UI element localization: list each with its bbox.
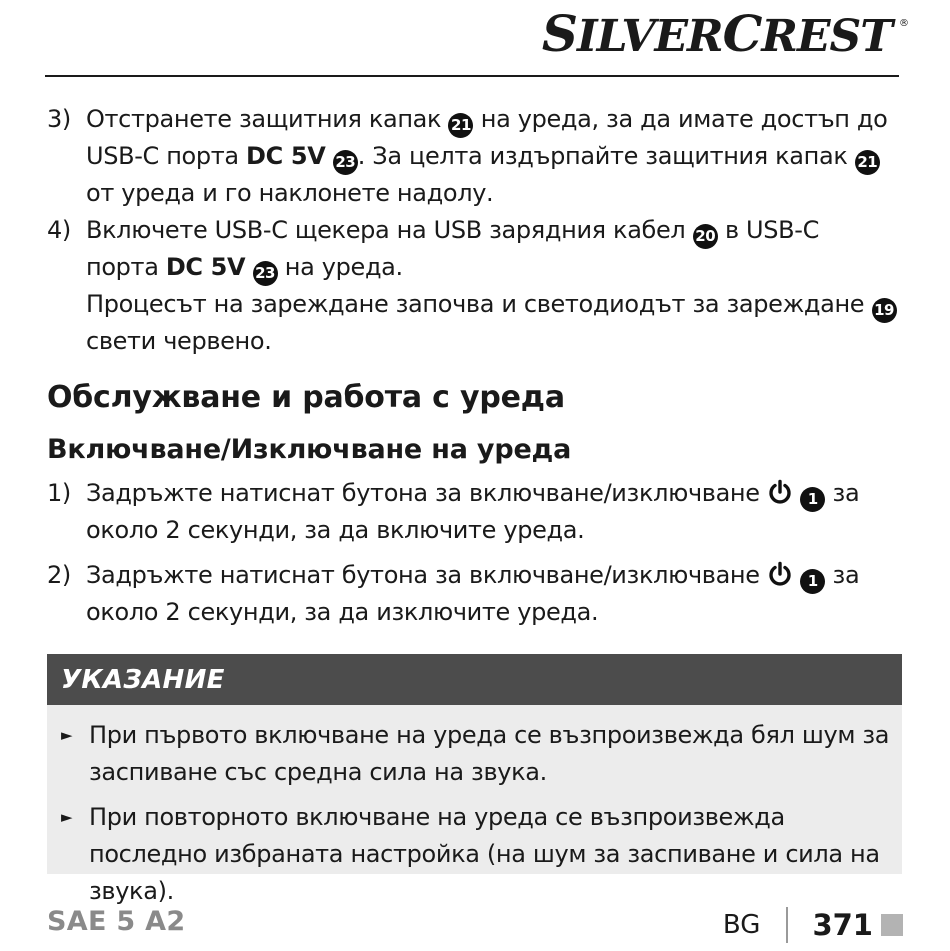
callout-1: 1 <box>800 487 825 512</box>
page-marker-square <box>881 914 903 936</box>
step-text-part: за около 2 секунди, за да изключите уреда. <box>86 561 860 626</box>
port-label: DC 5V <box>165 253 246 281</box>
step-text-part: от уреда и го наклонете надолу. <box>86 179 494 207</box>
step-text-part: в USB-C порта <box>86 216 819 281</box>
subsection-title: Включване/Изключване на уреда <box>47 434 572 465</box>
footer-pagination <box>723 905 903 945</box>
step-text-part: свети червено. <box>86 327 272 355</box>
step-1 <box>47 475 897 549</box>
brand-logo-s: S <box>541 4 578 63</box>
note-item-text: При първото включване на уреда се възпроизвежда бял шум за заспиване със средна сила на звука. <box>89 721 890 786</box>
brand-logo-ilver: ILVER <box>577 11 723 62</box>
callout-21: 21 <box>855 150 880 175</box>
step-text-part: на уреда. <box>277 253 403 281</box>
step-text-part: за около 2 секунди, за да включите уреда. <box>86 479 860 544</box>
step-number: 3) <box>47 105 71 133</box>
step-text <box>86 557 897 631</box>
port-label: DC 5V <box>246 142 326 170</box>
step-number: 1) <box>47 479 71 507</box>
step-text-part: на уреда, за да имате достъп до USB-C порта <box>86 105 888 170</box>
note-item-text: При повторното включване на уреда се възпроизвежда последно избраната настройка (на шум за заспиване и сила на звука). <box>89 803 880 905</box>
step-text-part: Задръжте натиснат бутона за включване/изключване <box>86 479 767 507</box>
note-item <box>47 799 902 910</box>
callout-23: 23 <box>333 150 358 175</box>
step-number: 4) <box>47 216 71 244</box>
arrow-right-icon: ► <box>61 726 73 744</box>
footer-model: SAE 5 A2 <box>47 906 186 937</box>
step-3 <box>47 101 897 212</box>
callout-1: 1 <box>800 569 825 594</box>
callout-21: 21 <box>448 113 473 138</box>
brand-logo-rest: REST <box>761 11 892 62</box>
step-text <box>86 475 897 549</box>
power-icon <box>767 561 793 587</box>
step-text-part: Отстранете защитния капак <box>86 105 449 133</box>
callout-20: 20 <box>693 224 718 249</box>
step-2 <box>47 557 897 631</box>
footer-language: BG <box>722 910 761 940</box>
footer-divider <box>786 907 788 943</box>
registered-mark: ® <box>899 18 908 29</box>
callout-19: 19 <box>872 298 897 323</box>
note-title: УКАЗАНИЕ <box>47 654 902 705</box>
brand-logo-c: C <box>722 4 762 63</box>
step-text <box>86 212 897 360</box>
step-text-part: Включете USB-C щекера на USB зарядния кабел <box>86 216 693 244</box>
step-text-part: Процесът на зареждане започва и светодиодът за зареждане <box>86 290 872 318</box>
note-item <box>47 717 902 791</box>
step-number: 2) <box>47 561 71 589</box>
step-text-part: . За целта издърпайте защитния капак <box>357 142 855 170</box>
step-text <box>86 101 897 212</box>
note-list <box>47 705 902 910</box>
header-rule <box>45 75 899 77</box>
step-continuation <box>86 286 897 360</box>
page-content <box>47 101 897 631</box>
power-icon <box>767 479 793 505</box>
step-4 <box>47 212 897 360</box>
step-text-part: Задръжте натиснат бутона за включване/изключване <box>86 561 767 589</box>
note-box <box>47 654 902 905</box>
page-number: 371 <box>812 908 873 942</box>
brand-logo <box>541 4 908 63</box>
section-title: Обслужване и работа с уреда <box>47 380 565 415</box>
arrow-right-icon: ► <box>61 808 73 826</box>
callout-23: 23 <box>253 261 278 286</box>
